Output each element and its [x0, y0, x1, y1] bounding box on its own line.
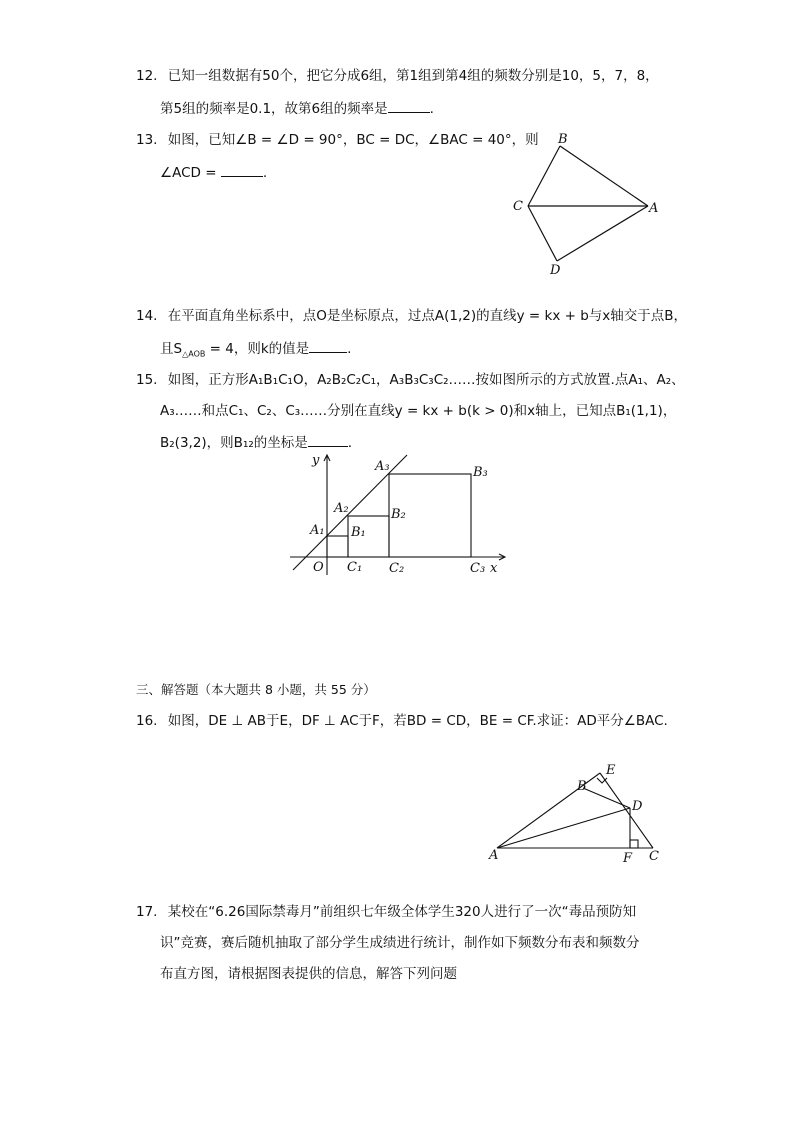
q16-label-E: E [606, 763, 616, 778]
q16-figure [485, 760, 670, 870]
q14-subscript: △AOB [182, 349, 206, 359]
q17-line2 [160, 933, 640, 953]
q13-line1 [136, 130, 539, 150]
q16-label-B: B [577, 779, 587, 794]
q15-line2 [160, 401, 676, 421]
q12-text-2: 第5组的频率是0.1，故第6组的频率是 [160, 101, 388, 117]
q17-number: 17. [136, 904, 158, 920]
q15-label-B2: B₂ [391, 507, 406, 522]
q17-text-3: 布直方图，请根据图表提供的信息，解答下列问题 [160, 966, 457, 982]
q15-label-y: y [312, 453, 320, 468]
q13-label-C: C [513, 199, 523, 214]
q15-answer-blank[interactable] [308, 432, 348, 447]
q14-answer-blank[interactable] [309, 338, 347, 353]
q12-text-1: 已知一组数据有50个，把它分成6组，第1组到第4组的频数分别是10，5，7，8， [167, 68, 659, 84]
q14-line2 [160, 338, 351, 365]
q15-label-B1: B₁ [351, 525, 366, 540]
q15-text-3: B₂(3,2)，则B₁₂的坐标是 [160, 435, 308, 451]
q16-text-1: 如图，DE ⊥ AB于E，DF ⊥ AC于F，若BD = CD，BE = CF.求证：AD平分∠BAC. [167, 713, 668, 729]
q15-label-A2: A₂ [334, 501, 349, 516]
q12-end: . [429, 101, 434, 117]
q14-line1 [136, 306, 687, 326]
q13-text-1: 如图，已知∠B = ∠D = 90°，BC = DC，∠BAC = 40°，则 [167, 132, 539, 148]
q15-figure [285, 450, 510, 580]
q15-label-C1: C₁ [347, 560, 363, 575]
q14-text-2b: = 4，则k的值是 [205, 341, 310, 357]
q13-text-2: ∠ACD = [160, 165, 217, 181]
q13-number: 13. [136, 132, 158, 148]
section-3-title: 三、解答题（本大题共 8 小题，共 55 分） [136, 682, 376, 697]
q15-label-A1: A₁ [310, 523, 325, 538]
q13-answer-blank[interactable] [221, 162, 263, 177]
q16-label-C: C [649, 849, 659, 864]
q15-label-C3: C₃ [470, 561, 486, 576]
q15-label-B3: B₃ [473, 465, 488, 480]
q14-end: . [347, 341, 352, 357]
q14-text-1: 在平面直角坐标系中，点O是坐标原点，过点A(1,2)的直线y = kx + b与x轴交于点B， [167, 308, 688, 324]
q15-end: . [347, 435, 353, 451]
q12-line1 [136, 66, 659, 86]
q16-number: 16. [136, 713, 158, 729]
q13-label-A: A [649, 201, 659, 216]
q12-answer-blank[interactable] [388, 98, 430, 113]
q16-label-D: D [632, 799, 643, 814]
q17-line3 [160, 964, 457, 984]
q13-end: . [262, 165, 268, 181]
q12-line2 [160, 98, 434, 119]
q13-figure [500, 128, 670, 278]
q13-label-D: D [550, 263, 561, 278]
q16-label-F: F [623, 851, 633, 866]
q16-line1 [136, 711, 668, 731]
q15-text-1: 如图，正方形A₁B₁C₁O，A₂B₂C₂C₁，A₃B₃C₃C₂……按如图所示的方式放置.点A₁、A₂、 [167, 372, 685, 388]
q17-line1 [136, 902, 636, 922]
q15-line1 [136, 370, 685, 390]
q16-label-A: A [489, 848, 499, 863]
q15-number: 15. [136, 372, 158, 388]
q15-text-2: A₃……和点C₁、C₂、C₃……分别在直线y = kx + b(k > 0)和x轴上，已知点B₁(1,1)， [160, 403, 677, 419]
q12-number: 12. [136, 68, 158, 84]
q15-label-C2: C₂ [389, 561, 405, 576]
q13-label-B: B [558, 132, 568, 147]
q14-number: 14. [136, 308, 158, 324]
q15-label-O: O [313, 560, 324, 575]
q15-label-x: x [490, 561, 498, 576]
q17-text-1: 某校在“6.26国际禁毒月”前组织七年级全体学生320人进行了一次“毒品预防知 [167, 904, 637, 920]
q13-line2 [160, 162, 267, 183]
q14-text-2a: 且S [160, 341, 183, 357]
q17-text-2: 识”竞赛，赛后随机抽取了部分学生成绩进行统计，制作如下频数分布表和频数分 [160, 935, 640, 951]
q15-label-A3: A₃ [375, 459, 390, 474]
